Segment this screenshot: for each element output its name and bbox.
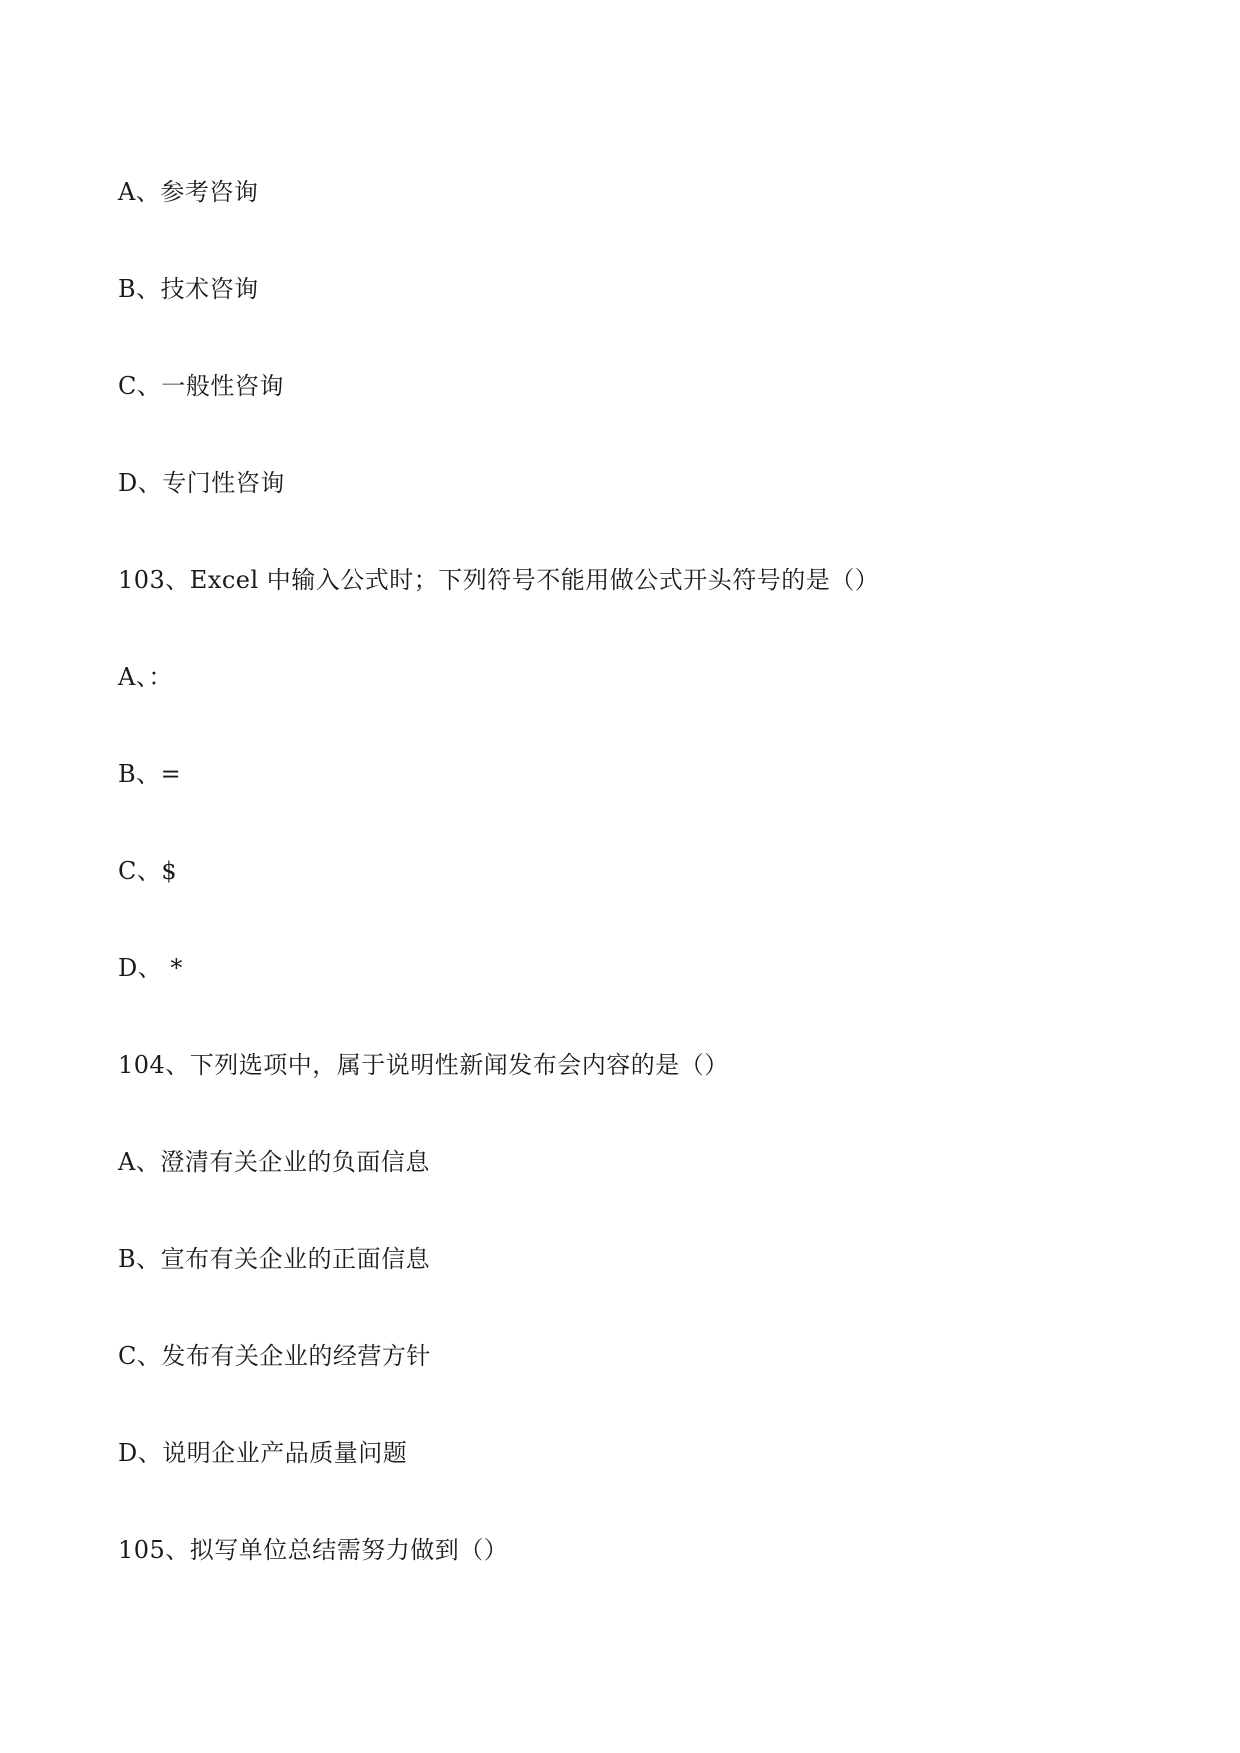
option-a-q102: A、参考咨询: [118, 178, 259, 206]
question-105: 105、拟写单位总结需努力做到（）: [118, 1536, 509, 1564]
option-d-q104: D、说明企业产品质量问题: [118, 1439, 408, 1467]
option-c-q103: C、$: [118, 857, 178, 885]
question-104: 104、下列选项中，属于说明性新闻发布会内容的是（）: [118, 1051, 729, 1079]
question-103: 103、Excel 中输入公式时；下列符号不能用做公式开头符号的是（）: [118, 566, 880, 594]
option-c-q104: C、发布有关企业的经营方针: [118, 1342, 431, 1370]
option-b-q104: B、宣布有关企业的正面信息: [118, 1245, 431, 1273]
option-c-q102: C、一般性咨询: [118, 372, 284, 400]
option-d-q103: D、 *: [118, 954, 183, 982]
option-d-q102: D、专门性咨询: [118, 469, 285, 497]
option-a-q103: A、：: [118, 663, 173, 691]
option-b-q103: B、=: [118, 760, 182, 788]
option-b-q102: B、技术咨询: [118, 275, 259, 303]
option-a-q104: A、澄清有关企业的负面信息: [118, 1148, 430, 1176]
